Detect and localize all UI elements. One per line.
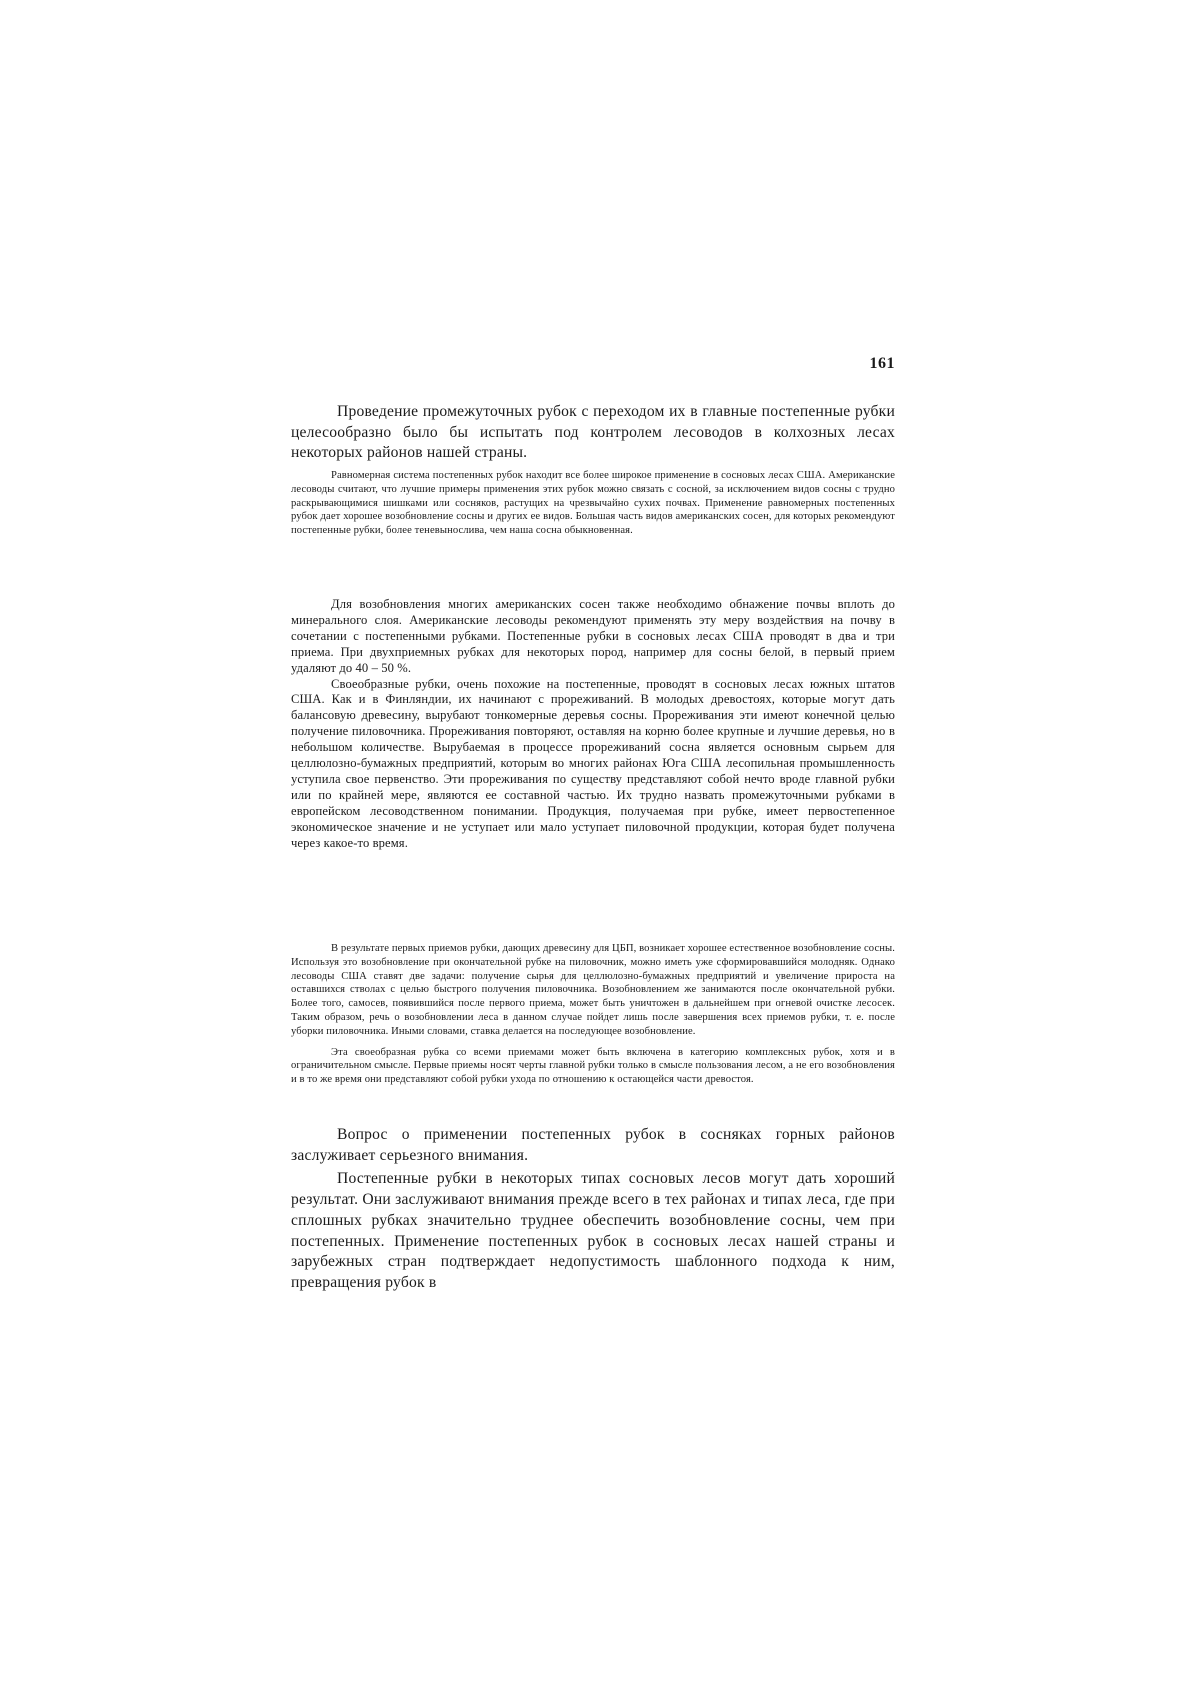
paragraph-block-2	[291, 469, 895, 538]
paragraph: Для возобновления многих американских сосен также необходимо обнажение почвы вплоть до минерального слоя. Американские лесоводы рекомендуют применять эту меру воздействия на почву в сочетании с постепенными рубками. Постепенные рубки в сосновых лесах США проводят в два и три приема. При двухприемных рубках для некоторых пород, например для сосны белой, в первый прием удаляют до 40 – 50 %.	[291, 597, 895, 675]
paragraph-block-3	[291, 597, 895, 852]
paragraph-block-4	[291, 942, 895, 1087]
paragraph: Постепенные рубки в некоторых типах сосновых лесов могут дать хороший результат. Они заслуживают внимания прежде всего в тех районах и типах леса, где при сплошных рубках значительно труднее обеспечить возобновление сосны, чем при постепенных. Применение постепенных рубок в сосновых лесах нашей страны и зарубежных стран подтверждает недопустимость шаблонного подхода к ним, превращения рубок в	[291, 1170, 895, 1291]
page-number: 161	[869, 355, 895, 372]
paragraph: Эта своеобразная рубка со всеми приемами может быть включена в категорию комплексных рубок, хотя и в ограничительном смысле. Первые приемы носят черты главной рубки только в смысле пользования лесом, а не его возобновления и в то же время они представляют собой рубки ухода по отношению к остающейся части древостоя.	[291, 1046, 895, 1086]
paragraph: Равномерная система постепенных рубок находит все более широкое применение в сосновых лесах США. Американские лесоводы считают, что лучшие примеры применения этих рубок можно связать с сосной, за исключением видов сосны с трудно раскрывающимися шишками или сосняков, растущих на чрезвычайно сухих почвах. Применение равномерных постепенных рубок дает хорошее возобновление сосны и других ее видов. Большая часть видов американских сосен, для которых рекомендуют постепенные рубки, более теневынослива, чем наша сосна обыкновенная.	[291, 470, 895, 537]
paragraph: Своеобразные рубки, очень похожие на постепенные, проводят в сосновых лесах южных штатов США. Как и в Финляндии, их начинают с прореживаний. В молодых древостоях, которые могут дать балансовую древесину, вырубают тонкомерные деревья сосны. Прореживания эти имеют конечной целью получение пиловочника. Прореживания повторяют, оставляя на корню более крупные и лучшие деревья, но в небольшом количестве. Вырубаемая в процессе прореживаний сосна является основным сырьем для целлюлозно-бумажных предприятий, которым во многих районах Юга США лесопильная промышленность уступила свое первенство. Эти прореживания по существу представляют собой нечто вроде главной рубки или по крайней мере, являются ее составной частью. Их трудно назвать промежуточными рубками в европейском лесоводственном понимании. Продукция, получаемая при рубке, имеет первостепенное экономическое значение и не уступает или мало уступает пиловочной продукции, которая будет получена через какое-то время.	[291, 676, 895, 850]
paragraph-block-1	[291, 402, 895, 464]
paragraph-block-5	[291, 1125, 895, 1294]
paragraph: Проведение промежуточных рубок с переходом их в главные постепенные рубки целесообразно было бы испытать под контролем лесоводов в колхозных лесах некоторых районов нашей страны.	[291, 403, 895, 462]
paragraph: Вопрос о применении постепенных рубок в сосняках горных районов заслуживает серьезного внимания.	[291, 1126, 895, 1164]
paragraph: В результате первых приемов рубки, дающих древесину для ЦБП, возникает хорошее естественное возобновление сосны. Используя это возобновление при окончательной рубке на пиловочник, можно иметь уже сформировавшийся молодняк. Однако лесоводы США ставят две задачи: получение сырья для целлюлозно-бумажных предприятий и увеличение прироста на оставшихся стволах с целью быстрого получения пиловочника. Возобновлением же занимаются после окончательной рубки. Более того, самосев, появившийся после первого приема, может быть уничтожен в дальнейшем при огневой очистке лесосек. Таким образом, речь о возобновлении леса в данном случае пойдет лишь после завершения всех приемов рубки, т. е. после уборки пиловочника. Иными словами, ставка делается на последующее возобновление.	[291, 943, 895, 1037]
